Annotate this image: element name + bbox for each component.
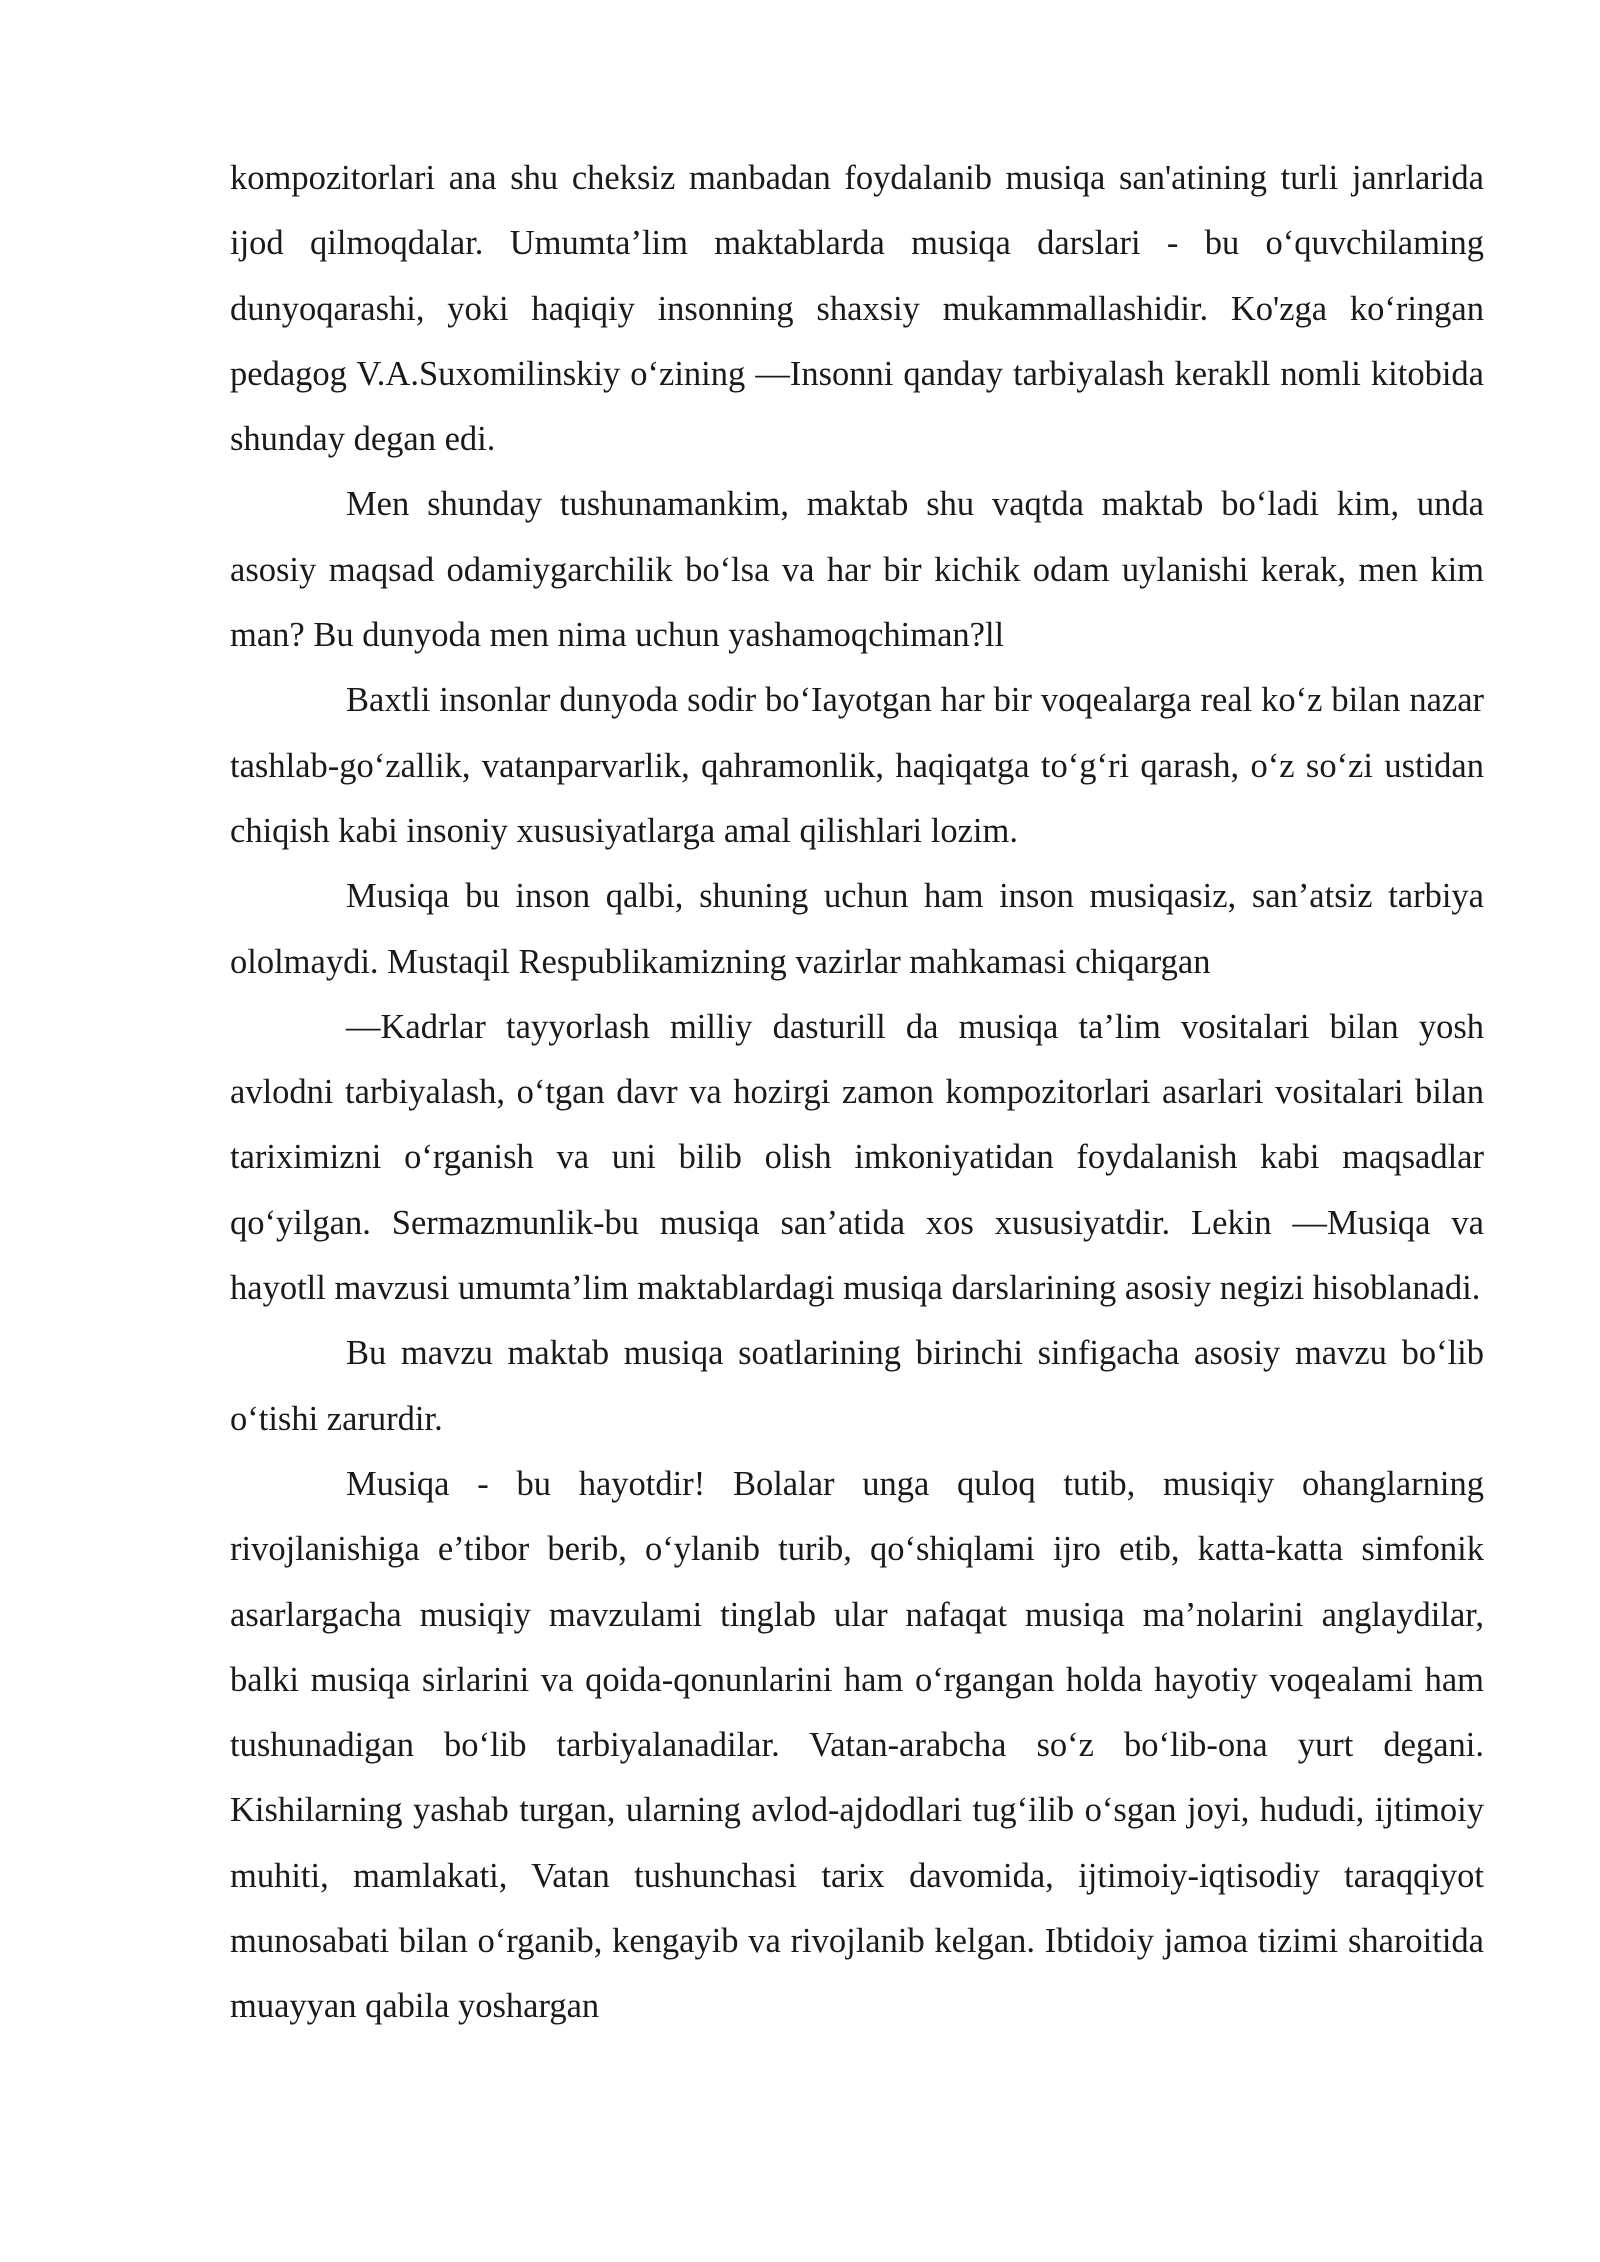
paragraph-6: Bu mavzu maktab musiqa soatlarining birinchi sinfigacha asosiy mavzu bo‘lib o‘tishi zarurdir.: [230, 1334, 1484, 1438]
paragraph-3: Baxtli insonlar dunyoda sodir bo‘Iayotgan har bir voqealarga real ko‘z bilan nazar tashlab-go‘zallik, vatanparvarlik, qahramonlik, haqiqatga to‘g‘ri qarash, o‘z so‘zi ustidan chiqish kabi insoniy xususiyatlarga amal qilishlari lozim.: [230, 681, 1484, 850]
paragraph-5: ―Kadrlar tayyorlash milliy dasturill da musiqa ta’lim vositalari bilan yosh avlodni tarbiyalash, o‘tgan davr va hozirgi zamon kompozitorlari asarlari vositalari bilan tariximizni o‘rganish va uni bilib olish imkoniyatidan foydalanish kabi maqsadlar qo‘yilgan. Sermazmunlik-bu musiqa san’atida xos xususiyatdir. Lekin ―Musiqa va hayotll mavzusi umumta’lim maktablardagi musiqa darslarining asosiy negizi hisoblanadi.: [230, 1007, 1484, 1308]
paragraph-7: Musiqa - bu hayotdir! Bolalar unga quloq tutib, musiqiy ohanglarning rivojlanishiga e’tibor berib, o‘ylanib turib, qo‘shiqlami ijro etib, katta-katta simfonik asarlargacha musiqiy mavzulami tinglab ular nafaqat musiqa ma’nolarini anglaydilar, balki musiqa sirlarini va qoida-qonunlarini ham o‘rgangan holda hayotiy voqealami ham tushunadigan bo‘lib tarbiyalanadilar. Vatan-arabcha so‘z bo‘lib-ona yurt degani. Kishilarning yashab turgan, ularning avlod-ajdodlari tug‘ilib o‘sgan joyi, hududi, ijtimoiy muhiti, mamlakati, Vatan tushunchasi tarix davomida, ijtimoiy-iqtisodiy taraqqiyot munosabati bilan o‘rganib, kengayib va rivojlanib kelgan. Ibtidoiy jamoa tizimi sharoitida muayyan qabila yoshargan: [230, 1464, 1484, 2026]
paragraph-4: Musiqa bu inson qalbi, shuning uchun ham inson musiqasiz, san’atsiz tarbiya ololmaydi. Mustaqil Respublikamizning vazirlar mahkamasi chiqargan: [230, 877, 1484, 981]
body-text: [230, 146, 1484, 2040]
paragraph-1: kompozitorlari ana shu cheksiz manbadan foydalanib musiqa san'atining turli janrlarida ijod qilmoqdalar. Umumta’lim maktablarda musiqa darslari - bu o‘quvchilaming dunyoqarashi, yoki haqiqiy insonning shaxsiy mukammallashidir. Ko'zga ko‘ringan pedagog V.A.Suxomilinskiy o‘zining ―Insonni qanday tarbiyalash kerakll nomli kitobida shunday degan edi.: [230, 159, 1484, 459]
paragraph-2: Men shunday tushunamankim, maktab shu vaqtda maktab bo‘ladi kim, unda asosiy maqsad odamiygarchilik bo‘lsa va har bir kichik odam uylanishi kerak, men kim man? Bu dunyoda men nima uchun yashamoqchiman?ll: [230, 485, 1484, 655]
